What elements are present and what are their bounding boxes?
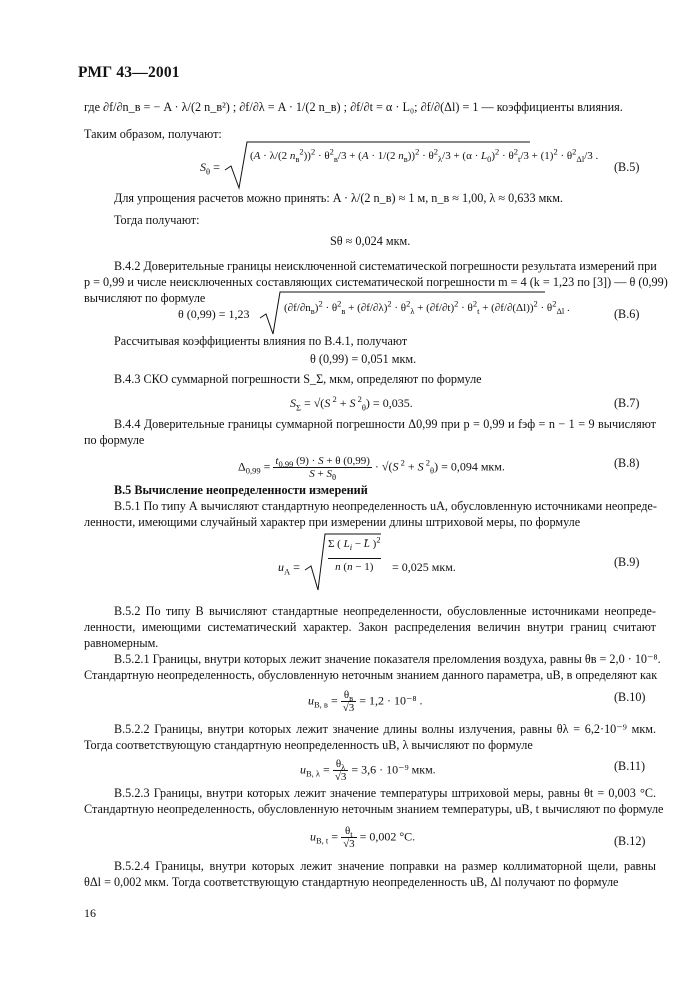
page-number: 16 xyxy=(84,906,96,920)
equation-number: (В.11) xyxy=(614,759,646,773)
formula-theta-099: θ (0,99) = 1,23 xyxy=(178,307,250,321)
text-line: Стандартную неопределенность, обусловленную неточным знанием температуры, uB, t вычисляют по формуле xyxy=(84,802,664,816)
influence-coefficients-text: где ∂f/∂n_в = − A · λ/(2 n_в²) ; ∂f/∂λ = A · 1/(2 n_в) ; ∂f/∂t = α · L₀; ∂f/∂(Δl) = 1 — коэффициенты влияния. xyxy=(84,100,623,114)
equation-number: (В.7) xyxy=(614,396,640,410)
section-title: В.5 Вычисление неопределенности измерений xyxy=(114,483,368,497)
equation-number: (В.9) xyxy=(614,555,640,569)
equation-number: (В.12) xyxy=(614,834,646,848)
text-line: Рассчитывая коэффициенты влияния по В.4.1, получают xyxy=(114,334,408,348)
formula-u-bv: $u_{B, в}$ = $\frac{\theta_в}{√3}$ = 1,2 · 10⁻⁸ . xyxy=(308,689,423,714)
formula-u-a-value: = 0,025 мкм. xyxy=(392,560,456,574)
radical-sign xyxy=(225,140,535,190)
text-line: θΔl = 0,002 мкм. Тогда соответствующую стандартную неопределенность uB, Δl получают по формуле xyxy=(84,875,619,889)
equation-number: (В.8) xyxy=(614,456,640,470)
formula-b6-body: $(\partial f/\partial n_в)^2 \cdot \theta^2_в + (\partial f/\partial\lambda)^2 \cdot \theta^2_\lambda + (\partial f/\partial t)^2 \cdot \theta^2_t + (\partial f/\partial(\Delta l))^2 \cdot \theta^2_{\Delta l}$ . xyxy=(284,298,570,317)
text-line: вычисляют по формуле xyxy=(84,291,206,305)
equation-number: (В.5) xyxy=(614,160,640,174)
text-line: В.4.2 Доверительные границы неисключенной систематической погрешности результата измерений при xyxy=(114,259,657,273)
formula-b9-body: Σ ( $L_i$ − L̄ )$^2$ n (n − 1) xyxy=(328,534,381,573)
equation-number: (В.10) xyxy=(614,690,646,704)
text-line: В.5.2.1 Границы, внутри которых лежит значение показателя преломления воздуха, равны θв = 2,0 · 10⁻⁸. xyxy=(114,652,661,666)
document-header: РМГ 43—2001 xyxy=(78,64,180,81)
text-line: p = 0,99 и числе неисключенных составляющих систематической погрешности m = 4 (k = 1,23 по [3]) — θ (0,99) xyxy=(84,275,668,289)
text-line: В.4.4 Доверительные границы суммарной погрешности Δ0,99 при p = 0,99 и fэф = n − 1 = 9 вычисляют xyxy=(114,417,656,431)
text-line: Таким образом, получают: xyxy=(84,127,222,141)
text-line: Тогда получают: xyxy=(114,213,200,227)
text-line: В.5.1 По типу А вычисляют стандартную неопределенность uА, обусловленную источниками неопреде- xyxy=(114,499,657,513)
text-line: Стандартную неопределенность, обусловленную неточным знанием данного параметра, uB, в определяют как xyxy=(84,668,658,682)
text-line: равномерным. xyxy=(84,636,159,650)
formula-s-theta: $S_\theta$ = xyxy=(200,160,220,177)
result-theta-099: θ (0,99) = 0,051 мкм. xyxy=(310,352,417,366)
text-line: В.5.2.2 Границы, внутри которых лежит значение длины волны излучения, равны θλ = 6,2·10⁻⁹ мкм. xyxy=(114,722,656,736)
text-line: ленности, имеющими систематический характер. Закон распределения величин внутри границ считают xyxy=(84,620,656,634)
formula-u-blambda: $u_{B, \lambda}$ = $\frac{\theta_\lambda}{√3}$ = 3,6 · 10⁻⁹ мкм. xyxy=(300,758,436,783)
formula-u-bt: $u_{B, t}$ = $\frac{\theta_t}{√3}$ = 0,002 °С. xyxy=(310,825,416,850)
equation-number: (В.6) xyxy=(614,307,640,321)
formula-s-sigma: $S_\Sigma = √(S$ $^2$ + S $^2_\theta$) = 0,035. xyxy=(290,394,413,413)
text-line: Тогда соответствующую стандартную неопределенность uB, λ вычисляют по формуле xyxy=(84,738,533,752)
text-line: В.5.2.3 Границы, внутри которых лежит значение температуры штриховой меры, равны θt = 0,003 °С. xyxy=(114,786,656,800)
text-line: В.5.2.4 Границы, внутри которых лежит значение поправки на размер коллиматорной щели, равны xyxy=(114,859,656,873)
formula-u-a: $u_A$ = xyxy=(278,560,300,577)
text-line: ленности, имеющими случайный характер при измерении длины штриховой меры, по формуле xyxy=(84,515,581,529)
text-line: В.5.2 По типу В вычисляют стандартные неопределенности, обусловленные источниками неопреде- xyxy=(114,604,656,618)
influence-coefficients-line xyxy=(84,99,656,115)
text-line: В.4.3 СКО суммарной погрешности S_Σ, мкм, определяют по формуле xyxy=(114,372,482,386)
text-line: Для упрощения расчетов можно принять: A · λ/(2 n_в) ≈ 1 м, n_в ≈ 1,00, λ ≈ 0,633 мкм. xyxy=(114,191,563,205)
result-s-theta: Sθ ≈ 0,024 мкм. xyxy=(330,234,411,248)
formula-delta: $\Delta_{0,99}$ = $\frac{t_{0,99} (9) \cdot S + \theta (0,99)}{S + S_\theta}$ · √(S $^2$ + S $^2_\theta$) = 0,094 мкм. xyxy=(238,455,505,483)
text-line: по формуле xyxy=(84,433,145,447)
formula-b5-body: (A · λ/(2 $n_в^2))^2 \cdot \theta^2_в/3 + (A \cdot 1/(2$ $n_в))^2 \cdot \theta^2_\lambda/3 + (\alpha \cdot L_0)^2 \cdot \theta^2_t/3 + (1)^2 \cdot \theta^2_{\Delta l}/3$ . xyxy=(250,146,599,165)
